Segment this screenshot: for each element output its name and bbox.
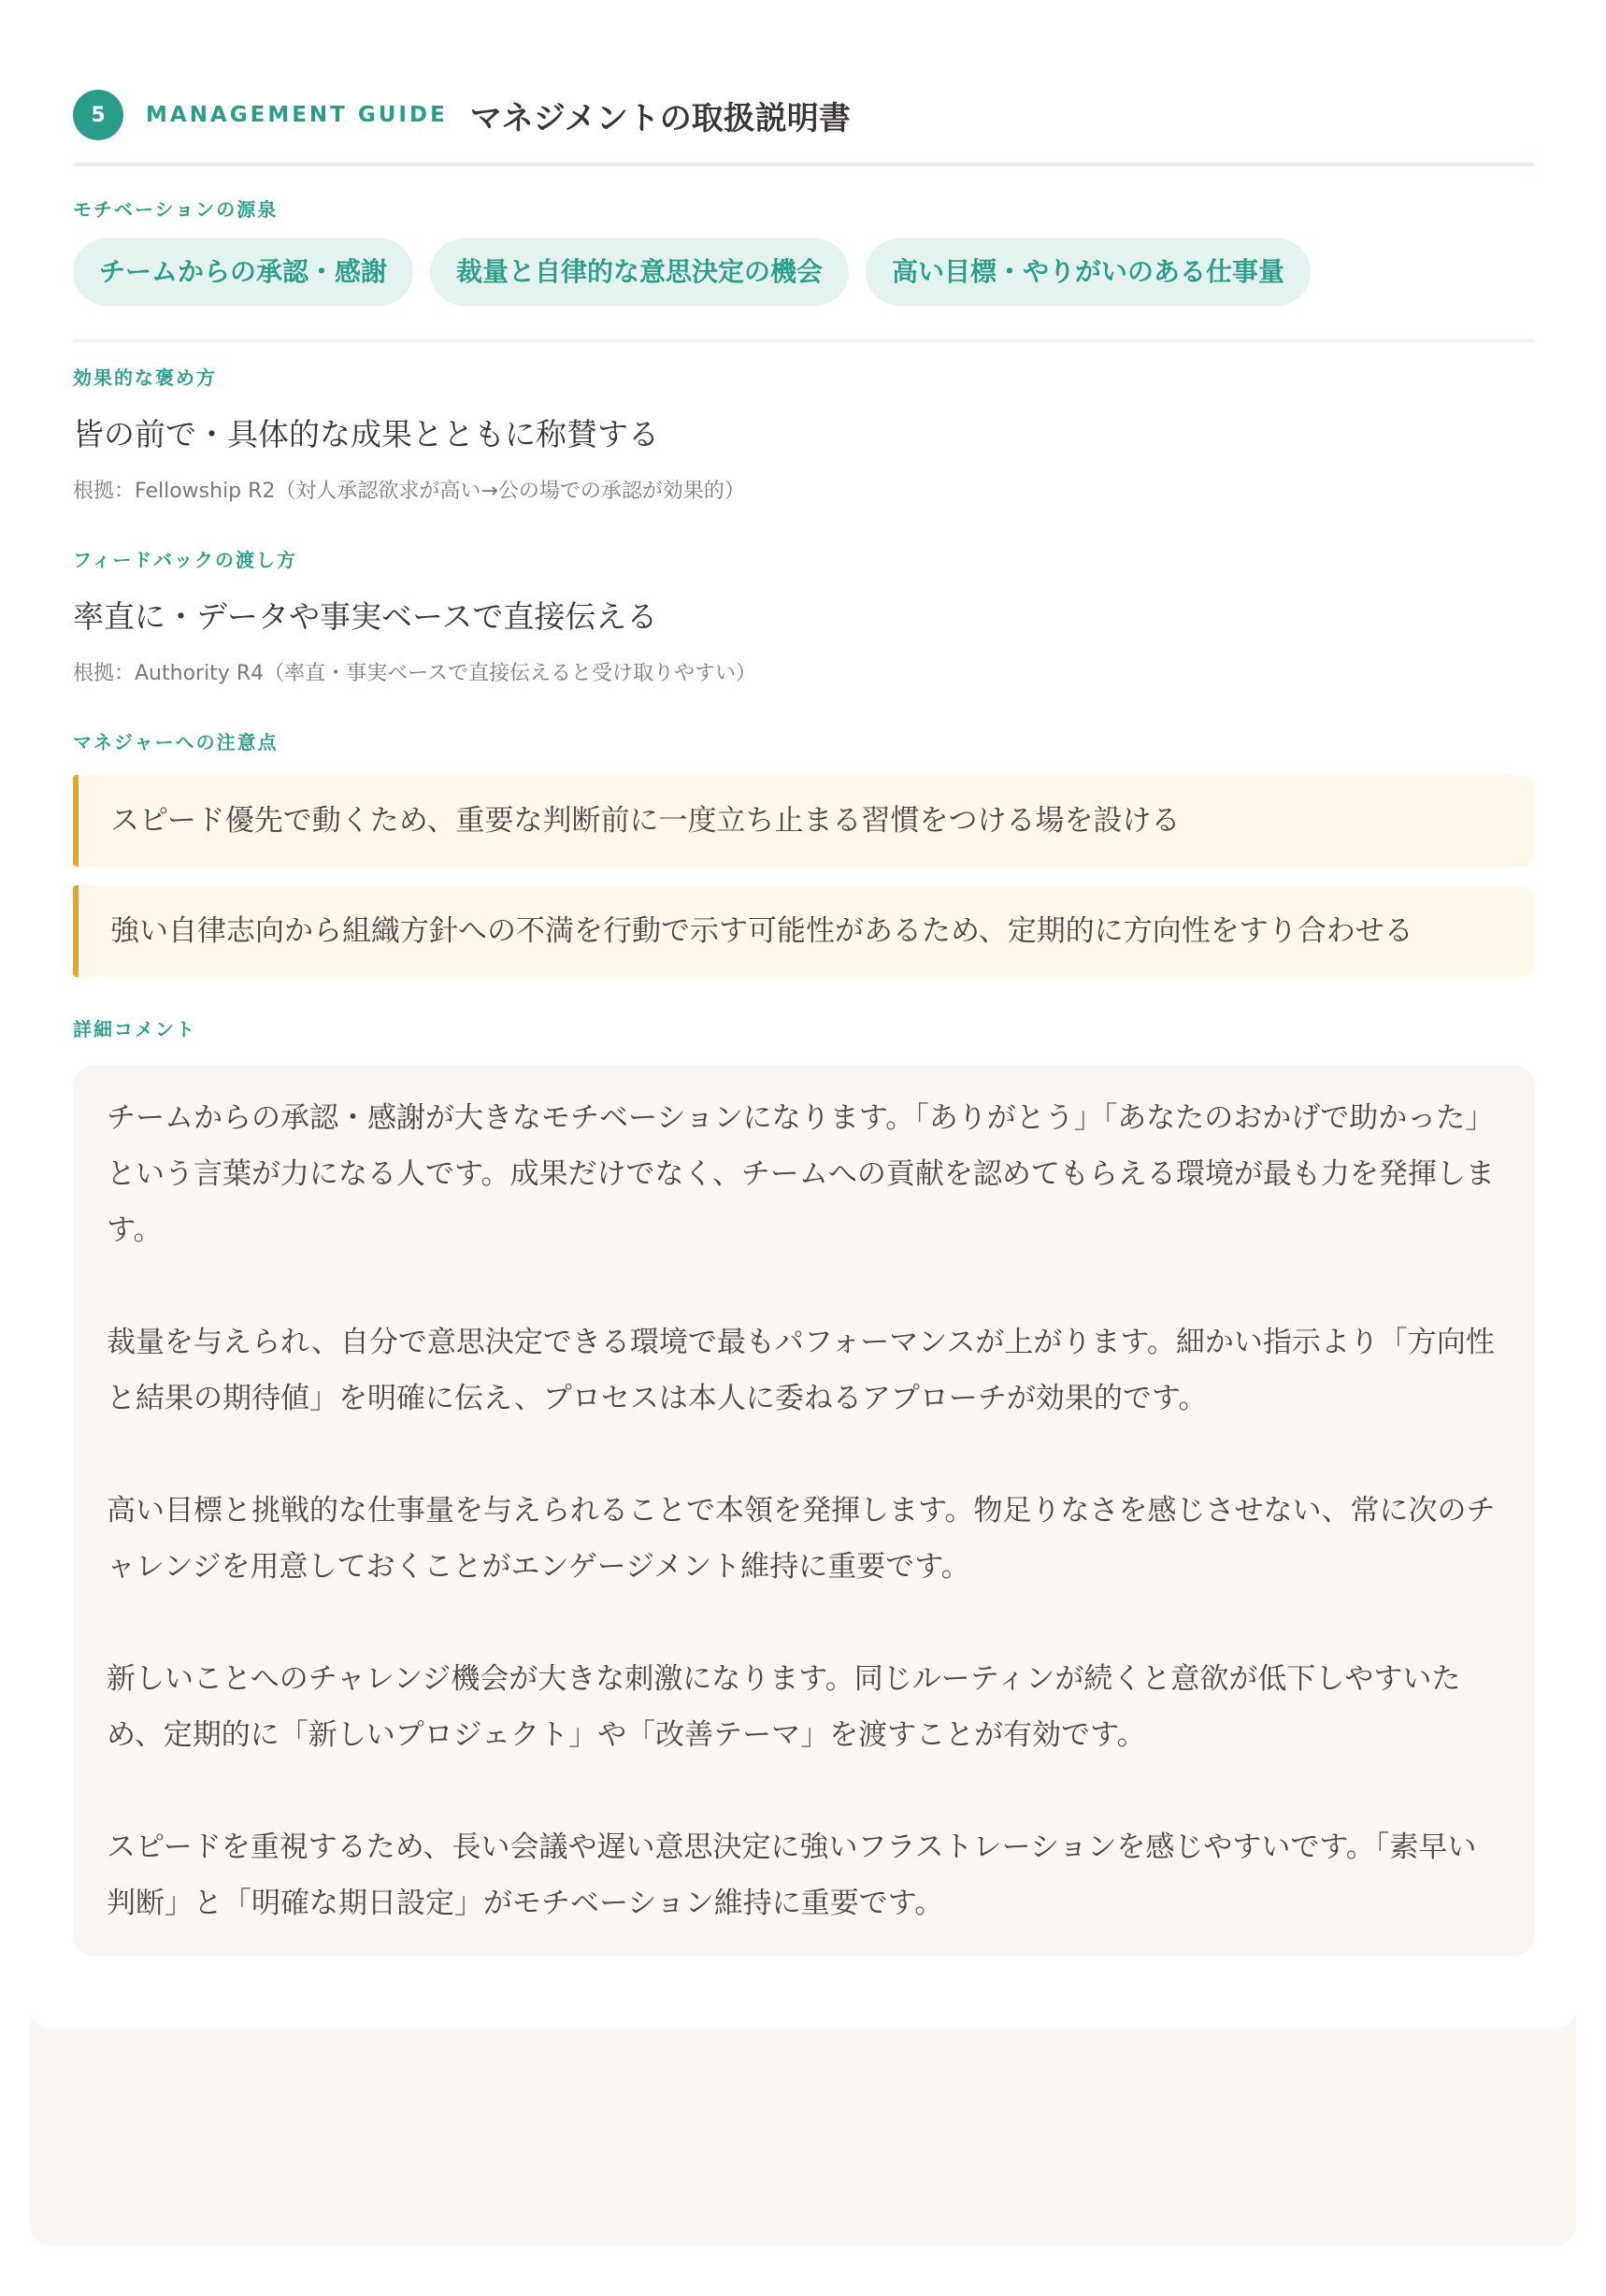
header-divider	[73, 163, 1535, 166]
cautions-label: マネジャーへの注意点	[73, 731, 279, 753]
praise-label: 効果的な褒め方	[73, 366, 217, 389]
praise-text: 皆の前で・具体的な成果とともに称賛する	[73, 416, 659, 452]
motivation-pill: チームからの承認・感謝	[73, 238, 413, 306]
detail-comment-box	[73, 1066, 1535, 1956]
motivation-pill: 高い目標・やりがいのある仕事量	[866, 238, 1311, 306]
motivation-pill: 裁量と自律的な意思決定の機会	[430, 238, 849, 306]
motivation-divider	[73, 339, 1535, 342]
management-guide-card	[30, 47, 1576, 2029]
section-title: マネジメントの取扱説明書	[469, 99, 851, 137]
comment-paragraph: 高い目標と挑戦的な仕事量を与えられることで本領を発揮します。物足りなさを感じさせない、常に次のチャレンジを用意しておくことがエンゲージメント維持に重要です。	[107, 1494, 1496, 1584]
motivation-label: モチベーションの源泉	[73, 198, 279, 221]
section-header	[73, 84, 1535, 146]
comment-paragraph: チームからの承認・感謝が大きなモチベーションになります。「ありがとう」「あなたのおかげで助かった」という言葉が力になる人です。成果だけでなく、チームへの貢献を認めてもらえる環境が最も力を発揮します。	[107, 1101, 1495, 1247]
motivation-pills	[73, 238, 1535, 306]
comment-label: 詳細コメント	[73, 1018, 196, 1040]
comment-paragraph: スピードを重視するため、長い会議や遅い意思決定に強いフラストレーションを感じやすいです。「素早い判断」と「明確な期日設定」がモチベーション維持に重要です。	[107, 1830, 1477, 1920]
praise-reason: 根拠：Fellowship R2（対人承認欲求が高い→公の場での承認が効果的）	[73, 480, 745, 503]
feedback-label: フィードバックの渡し方	[73, 549, 297, 571]
comment-paragraph: 新しいことへのチャレンジ機会が大きな刺激になります。同じルーティンが続くと意欲が低下しやすいため、定期的に「新しいプロジェクト」や「改善テーマ」を渡すことが有効です。	[107, 1662, 1461, 1752]
caution-note: スピード優先で動くため、重要な判断前に一度立ち止まる習慣をつける場を設ける	[73, 775, 1535, 867]
section-eyebrow: MANAGEMENT GUIDE	[146, 103, 448, 127]
feedback-text: 率直に・データや事実ベースで直接伝える	[73, 598, 658, 635]
feedback-reason: 根拠：Authority R4（率直・事実ベースで直接伝えると受け取りやすい）	[73, 662, 757, 685]
caution-note: 強い自律志向から組織方針への不満を行動で示す可能性があるため、定期的に方向性をすり合わせる	[73, 885, 1535, 977]
comment-paragraph: 裁量を与えられ、自分で意思決定できる環境で最もパフォーマンスが上がります。細かい指示より「方向性と結果の期待値」を明確に伝え、プロセスは本人に委ねるアプローチが効果的です。	[107, 1326, 1495, 1415]
section-number-badge: 5	[73, 90, 123, 140]
